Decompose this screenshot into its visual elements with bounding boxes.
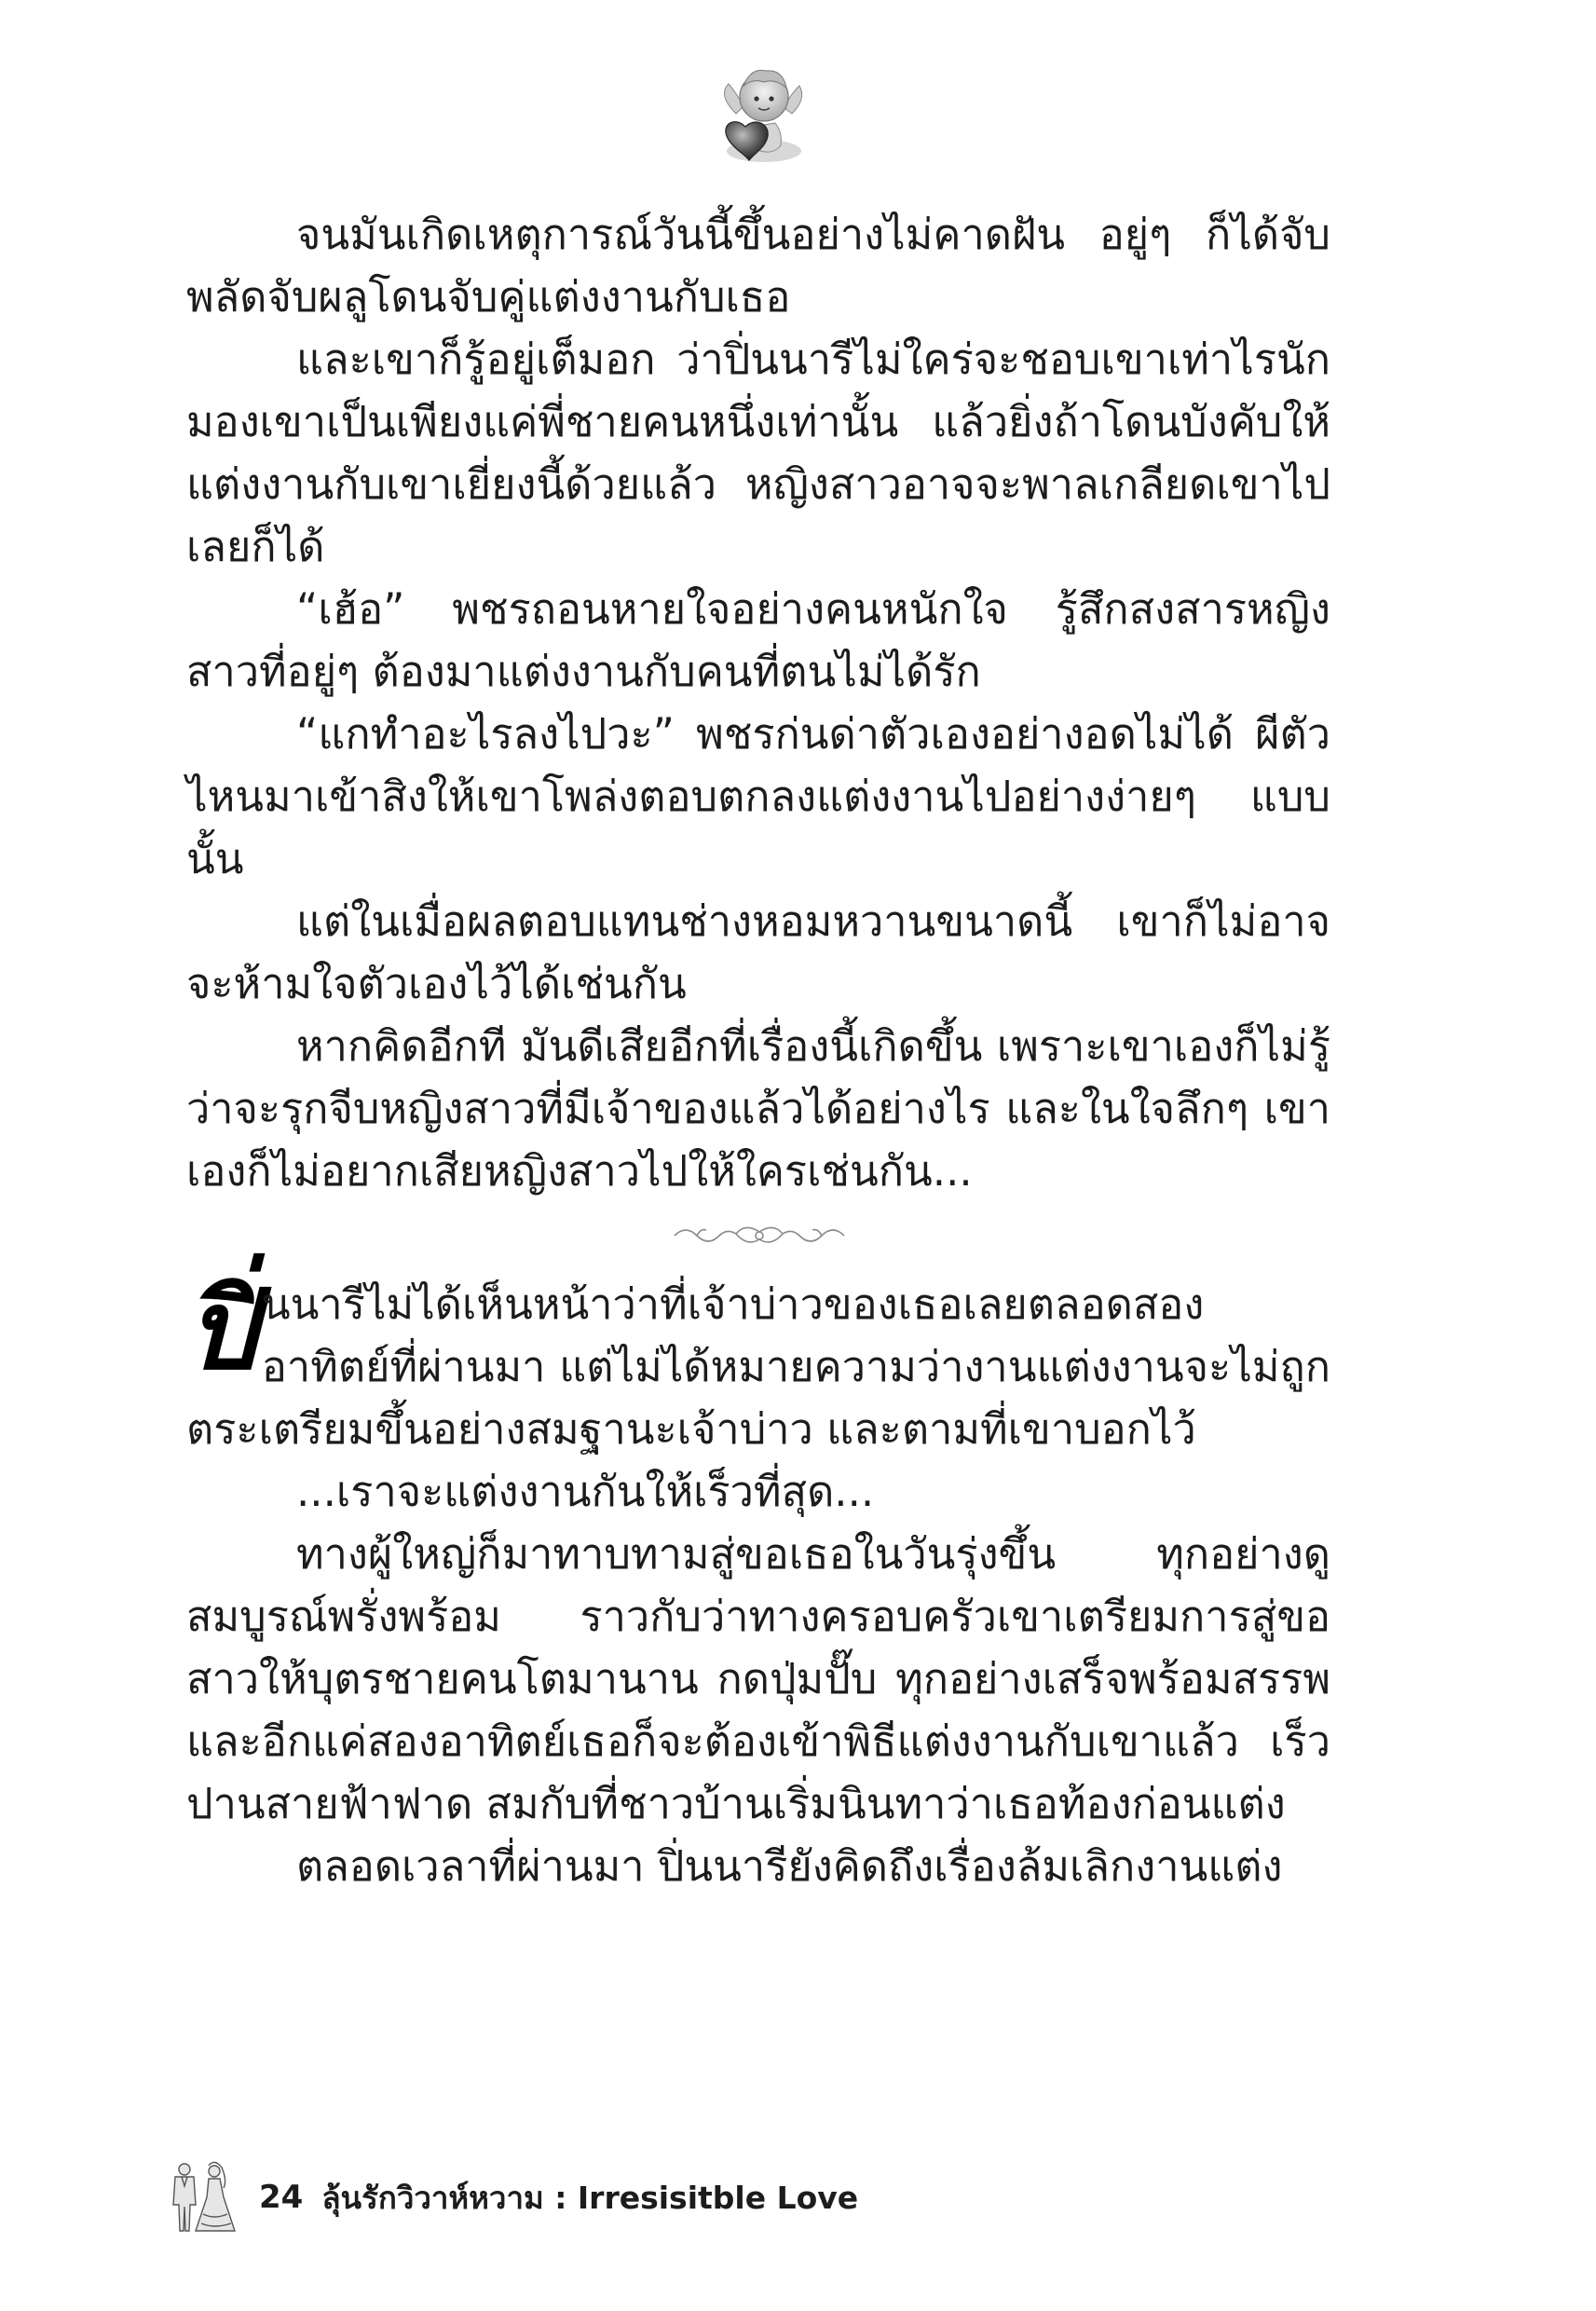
paragraph: ...เราจะแต่งงานกันให้เร็วที่สุด... — [296, 1467, 875, 1516]
paragraph: แต่ในเมื่อผลตอบแทนช่างหอมหวานขนาดนี้ เขาก็ไม่อาจจะห้ามใจตัวเองไว้ได้เช่นกัน — [186, 896, 1330, 1008]
dropcap-paragraph — [186, 1265, 1330, 1460]
paragraph: และเขาก็รู้อยู่เต็มอก ว่าปิ่นนารีไม่ใคร่จะชอบเขาเท่าไรนัก มองเขาเป็นเพียงแค่พี่ชายคนหนึ่งเท่านั้น แล้วยิ่งถ้าโดนบังคับให้แต่งงานกับเขาเยี่ยงนี้ด้วยแล้ว หญิงสาวอาจจะพาลเกลียดเขาไปเลยก็ได้ — [186, 335, 1330, 571]
paragraph: “แกทำอะไรลงไปวะ” พชรก่นด่าตัวเองอย่างอดไม่ได้ ผีตัวไหนมาเข้าสิงให้เขาโพล่งตอบตกลงแต่งงานไปอย่างง่ายๆ แบบนั้น — [186, 709, 1330, 883]
cupid-heart-icon — [708, 58, 811, 170]
dropcap-letter: ปิ่ — [186, 1265, 256, 1394]
chapter-body — [186, 203, 1330, 1897]
paragraph: ตลอดเวลาที่ผ่านมา ปิ่นนารียังคิดถึงเรื่องล้มเลิกงานแต่ง — [296, 1841, 1283, 1891]
page-footer — [166, 2160, 858, 2235]
paragraph: “เฮ้อ” พชรถอนหายใจอย่างคนหนักใจ รู้สึกสงสารหญิงสาวที่อยู่ๆ ต้องมาแต่งงานกับคนที่ตนไม่ได้รัก — [186, 584, 1330, 696]
dropcap-paragraph-text: นนารีไม่ได้เห็นหน้าว่าที่เจ้าบ่าวของเธอเลยตลอดสองอาทิตย์ที่ผ่านมา แต่ไม่ได้หมายความว่างานแต่งงานจะไม่ถูกตระเตรียมขึ้นอย่างสมฐานะเจ้าบ่าว และตามที่เขาบอกไว้ — [186, 1279, 1330, 1454]
paragraph: ทางผู้ใหญ่ก็มาทาบทามสู่ขอเธอในวันรุ่งขึ้น ทุกอย่างดูสมบูรณ์พรั่งพร้อม ราวกับว่าทางครอบครัวเขาเตรียมการสู่ขอสาวให้บุตรชายคนโตมานาน กดปุ่มปั๊บ ทุกอย่างเสร็จพร้อมสรรพ และอีกแค่สองอาทิตย์เธอก็จะต้องเข้าพิธีแต่งงานกับเขาแล้ว เร็วปานสายฟ้าฟาด สมกับที่ชาวบ้านเริ่มนินทาว่าเธอท้องก่อนแต่ง — [186, 1529, 1330, 1828]
book-title: ลุ้นรักวิวาห์หวาม : Irresisitble Love — [321, 2179, 859, 2216]
page-number: 24 — [259, 2179, 304, 2216]
paragraph: หากคิดอีกที มันดีเสียอีกที่เรื่องนี้เกิดขึ้น เพราะเขาเองก็ไม่รู้ว่าจะรุกจีบหญิงสาวที่มีเจ้าของแล้วได้อย่างไร และในใจลึกๆ เขาเองก็ไม่อยากเสียหญิงสาวไปให้ใครเช่นกัน... — [186, 1021, 1330, 1196]
bride-groom-icon — [166, 2160, 239, 2235]
floral-divider-icon — [671, 1219, 848, 1252]
section-divider — [186, 1202, 1330, 1273]
paragraph: จนมันเกิดเหตุการณ์วันนี้ขึ้นอย่างไม่คาดฝัน อยู่ๆ ก็ได้จับพลัดจับผลูโดนจับคู่แต่งงานกับเธอ — [186, 210, 1330, 321]
